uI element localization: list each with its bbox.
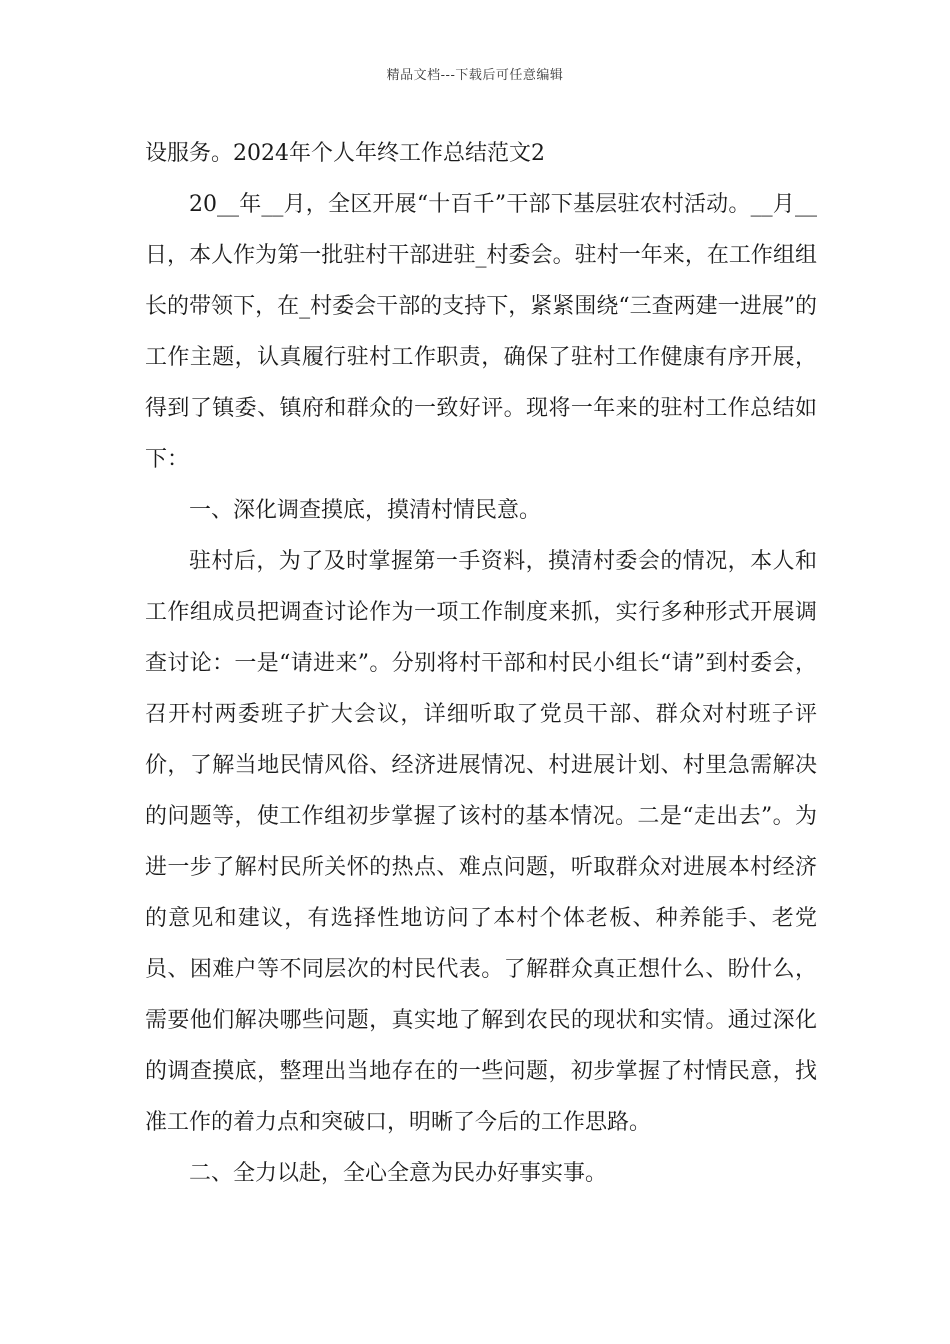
document-body — [145, 128, 817, 1199]
section-heading-1: 一、深化调查摸底，摸清村情民意。 — [189, 498, 542, 523]
paragraph-continuation: 设服务。2024年个人年终工作总结范文2 — [145, 141, 545, 166]
page-header: 精品文档---下载后可任意编辑 — [386, 68, 564, 83]
paragraph-intro: 20__年__月，全区开展“十百千”干部下基层驻农村活动。__月__日，本人作为第一批驻村干部进驻_村委会。驻村一年来，在工作组组长的带领下，在_村委会干部的支持下，紧紧围绕“三查两建一进展”的工作主题，认真履行驻村工作职责，确保了驻村工作健康有序开展，得到了镇委、镇府和群众的一致好评。现将一年来的驻村工作总结如下： — [145, 192, 817, 472]
section-heading-2: 二、全力以赴，全心全意为民办好事实事。 — [189, 1161, 608, 1186]
paragraph-section-1: 驻村后，为了及时掌握第一手资料，摸清村委会的情况，本人和工作组成员把调查讨论作为一项工作制度来抓，实行多种形式开展调查讨论：一是“请进来”。分别将村干部和村民小组长“请”到村委会，召开村两委班子扩大会议，详细听取了党员干部、群众对村班子评价，了解当地民情风俗、经济进展情况、村进展计划、村里急需解决的问题等，使工作组初步掌握了该村的基本情况。二是“走出去”。为进一步了解村民所关怀的热点、难点问题，听取群众对进展本村经济的意见和建议，有选择性地访问了本村个体老板、种养能手、老党员、困难户等不同层次的村民代表。了解群众真正想什么、盼什么，需要他们解决哪些问题，真实地了解到农民的现状和实情。通过深化的调查摸底，整理出当地存在的一些问题，初步掌握了村情民意，找准工作的着力点和突破口，明晰了今后的工作思路。 — [145, 549, 817, 1135]
